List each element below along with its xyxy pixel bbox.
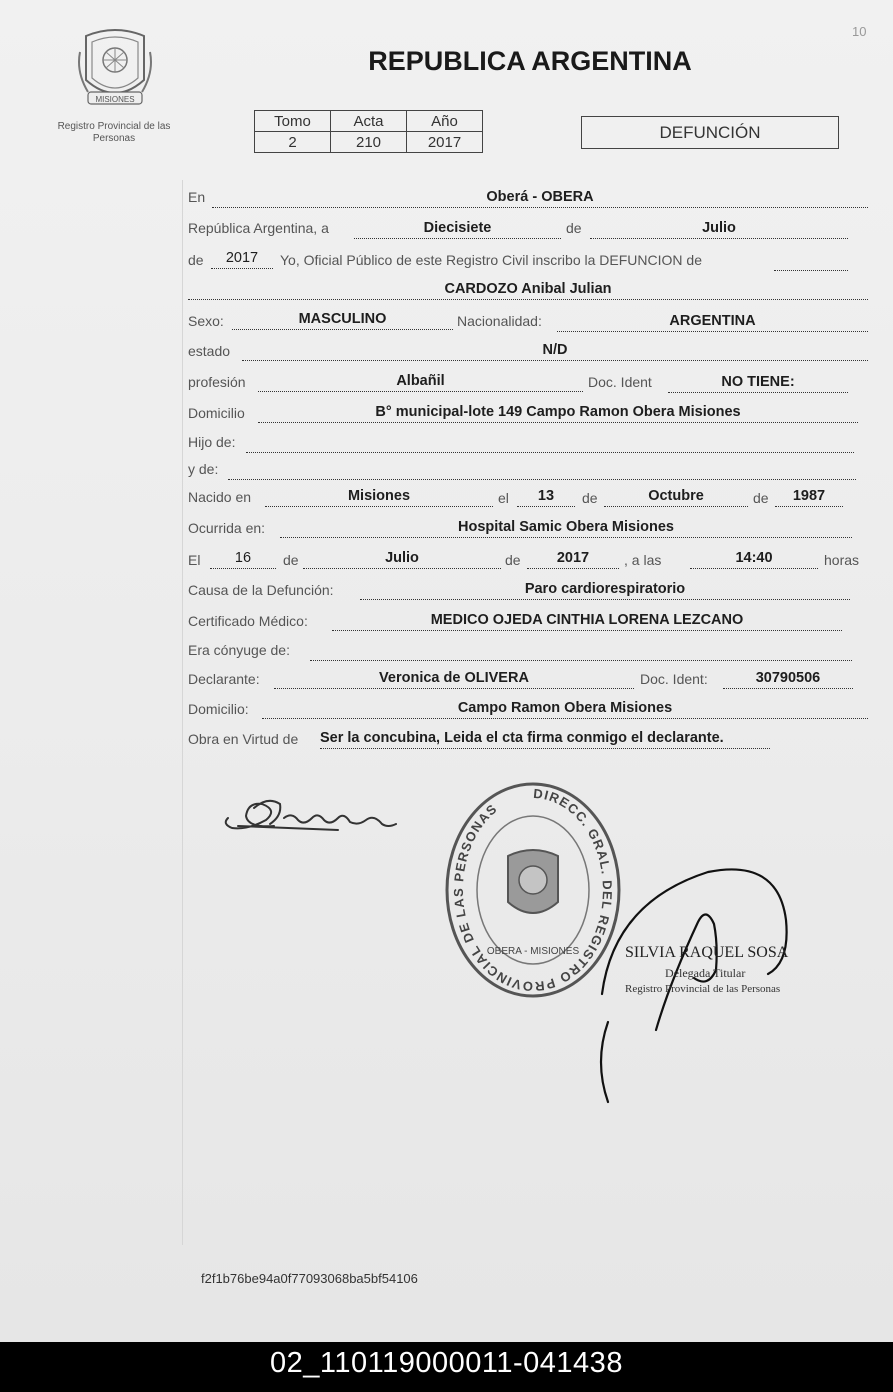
label-declarante: Declarante: [188,671,260,687]
declarant-signature [218,790,408,840]
label-a-las: , a las [624,552,662,568]
label-y-de: y de: [188,461,219,477]
document-hash: f2f1b76be94a0f77093068ba5bf54106 [201,1271,418,1286]
field-conyuge [310,642,852,661]
official-seal [444,778,622,1000]
label-hijo-de: Hijo de: [188,434,236,450]
label-horas: horas [824,552,860,568]
margin-line [182,180,183,1245]
registry-label: Registro Provincial de las Personas [57,121,171,144]
declarant-signature-text: Veronica [218,790,222,791]
label-profesion: profesión [188,374,246,390]
field-nac-mes: Octubre [604,488,748,507]
label-domicilio2: Domicilio: [188,701,249,717]
label-de-b: de [753,490,769,506]
label-obra: Obra en Virtud de [188,731,299,747]
record-value-tomo: 2 [255,132,331,153]
field-doc-ident: NO TIENE: [668,374,848,393]
field-hijo-de [246,434,854,453]
seal-ring-text: DIRECC. GRAL. DEL REGISTRO PROVINCIAL DE LAS PERSONAS [450,785,616,995]
record-value-row [255,132,483,153]
field-def-mes: Julio [303,550,501,569]
field-def-dia: 16 [210,550,276,569]
label-doc-ident2: Doc. Ident: [640,671,708,687]
label-de-c: de [283,552,299,568]
seal-crest-icon [508,850,558,913]
page-title: REPUBLICA ARGENTINA [368,46,692,76]
field-nombre: CARDOZO Anibal Julian [188,281,868,300]
province-crest-icon [76,22,154,112]
field-mes: Julio [590,220,848,239]
field-lugar: Oberá - OBERA [212,189,868,208]
document-type-box: DEFUNCIÓN [581,116,839,149]
record-header-tomo: Tomo [255,111,331,132]
label-certificado: Certificado Médico: [188,613,308,629]
record-header-acta: Acta [331,111,407,132]
field-def-anio: 2017 [527,550,619,569]
field-doc-declarante: 30790506 [723,670,853,689]
label-domicilio: Domicilio [188,405,245,421]
label-republica: República Argentina, a [188,220,329,236]
field-nac-anio: 1987 [775,488,843,507]
field-hora: 14:40 [690,550,818,569]
field-profesion: Albañil [258,373,583,392]
label-nacido-en: Nacido en [188,489,252,505]
field-dia: Diecisiete [354,220,561,239]
field-domicilio: B° municipal-lote 149 Campo Ramon Obera Misiones [258,404,858,423]
label-doc-ident: Doc. Ident [588,374,652,390]
record-header-anio: Año [407,111,483,132]
field-y-de [228,461,856,480]
field-nacido-en: Misiones [265,488,493,507]
record-value-acta: 210 [331,132,407,153]
field-anio: 2017 [211,250,273,269]
label-de-a: de [582,490,598,506]
field-domicilio-declarante: Campo Ramon Obera Misiones [262,700,868,719]
page-number: 10 [852,24,867,39]
official-name: SILVIA RAQUEL SOSA [625,944,789,961]
label-el: el [498,490,509,506]
field-obra: Ser la concubina, Leida el cta firma conmigo el declarante. [320,730,770,749]
field-ocurrida-en: Hospital Samic Obera Misiones [280,519,852,538]
record-table [254,110,483,153]
crest-label: MISIONES [95,95,135,104]
seal-inner-text: OBERA - MISIONES [486,946,580,957]
field-certificado: MEDICO OJEDA CINTHIA LORENA LEZCANO [332,612,842,631]
field-nacionalidad: ARGENTINA [557,313,868,332]
field-blank-yo [774,252,848,271]
record-header-row [255,111,483,132]
label-de-d: de [505,552,521,568]
field-nac-dia: 13 [517,488,575,507]
field-causa: Paro cardiorespiratorio [360,581,850,600]
label-en: En [188,189,206,205]
label-sexo: Sexo: [188,313,224,329]
official-role: Delegada Titular [665,966,746,980]
label-conyuge: Era cónyuge de: [188,642,290,658]
label-estado: estado [188,343,231,359]
official-org: Registro Provincial de las Personas [625,983,781,995]
barcode-id-bar: 02_110119000011-041438 [0,1342,893,1392]
record-value-anio: 2017 [407,132,483,153]
label-ocurrida: Ocurrida en: [188,520,266,536]
label-yo: Yo, Oficial Público de este Registro Civil inscribo la DEFUNCION de [280,252,702,268]
label-de2: de [188,252,204,268]
label-causa: Causa de la Defunción: [188,582,334,598]
field-declarante: Veronica de OLIVERA [274,670,634,689]
label-el2: El [188,552,201,568]
label-nacionalidad: Nacionalidad: [457,313,542,329]
field-sexo: MASCULINO [232,311,453,330]
label-de: de [566,220,582,236]
field-estado: N/D [242,342,868,361]
